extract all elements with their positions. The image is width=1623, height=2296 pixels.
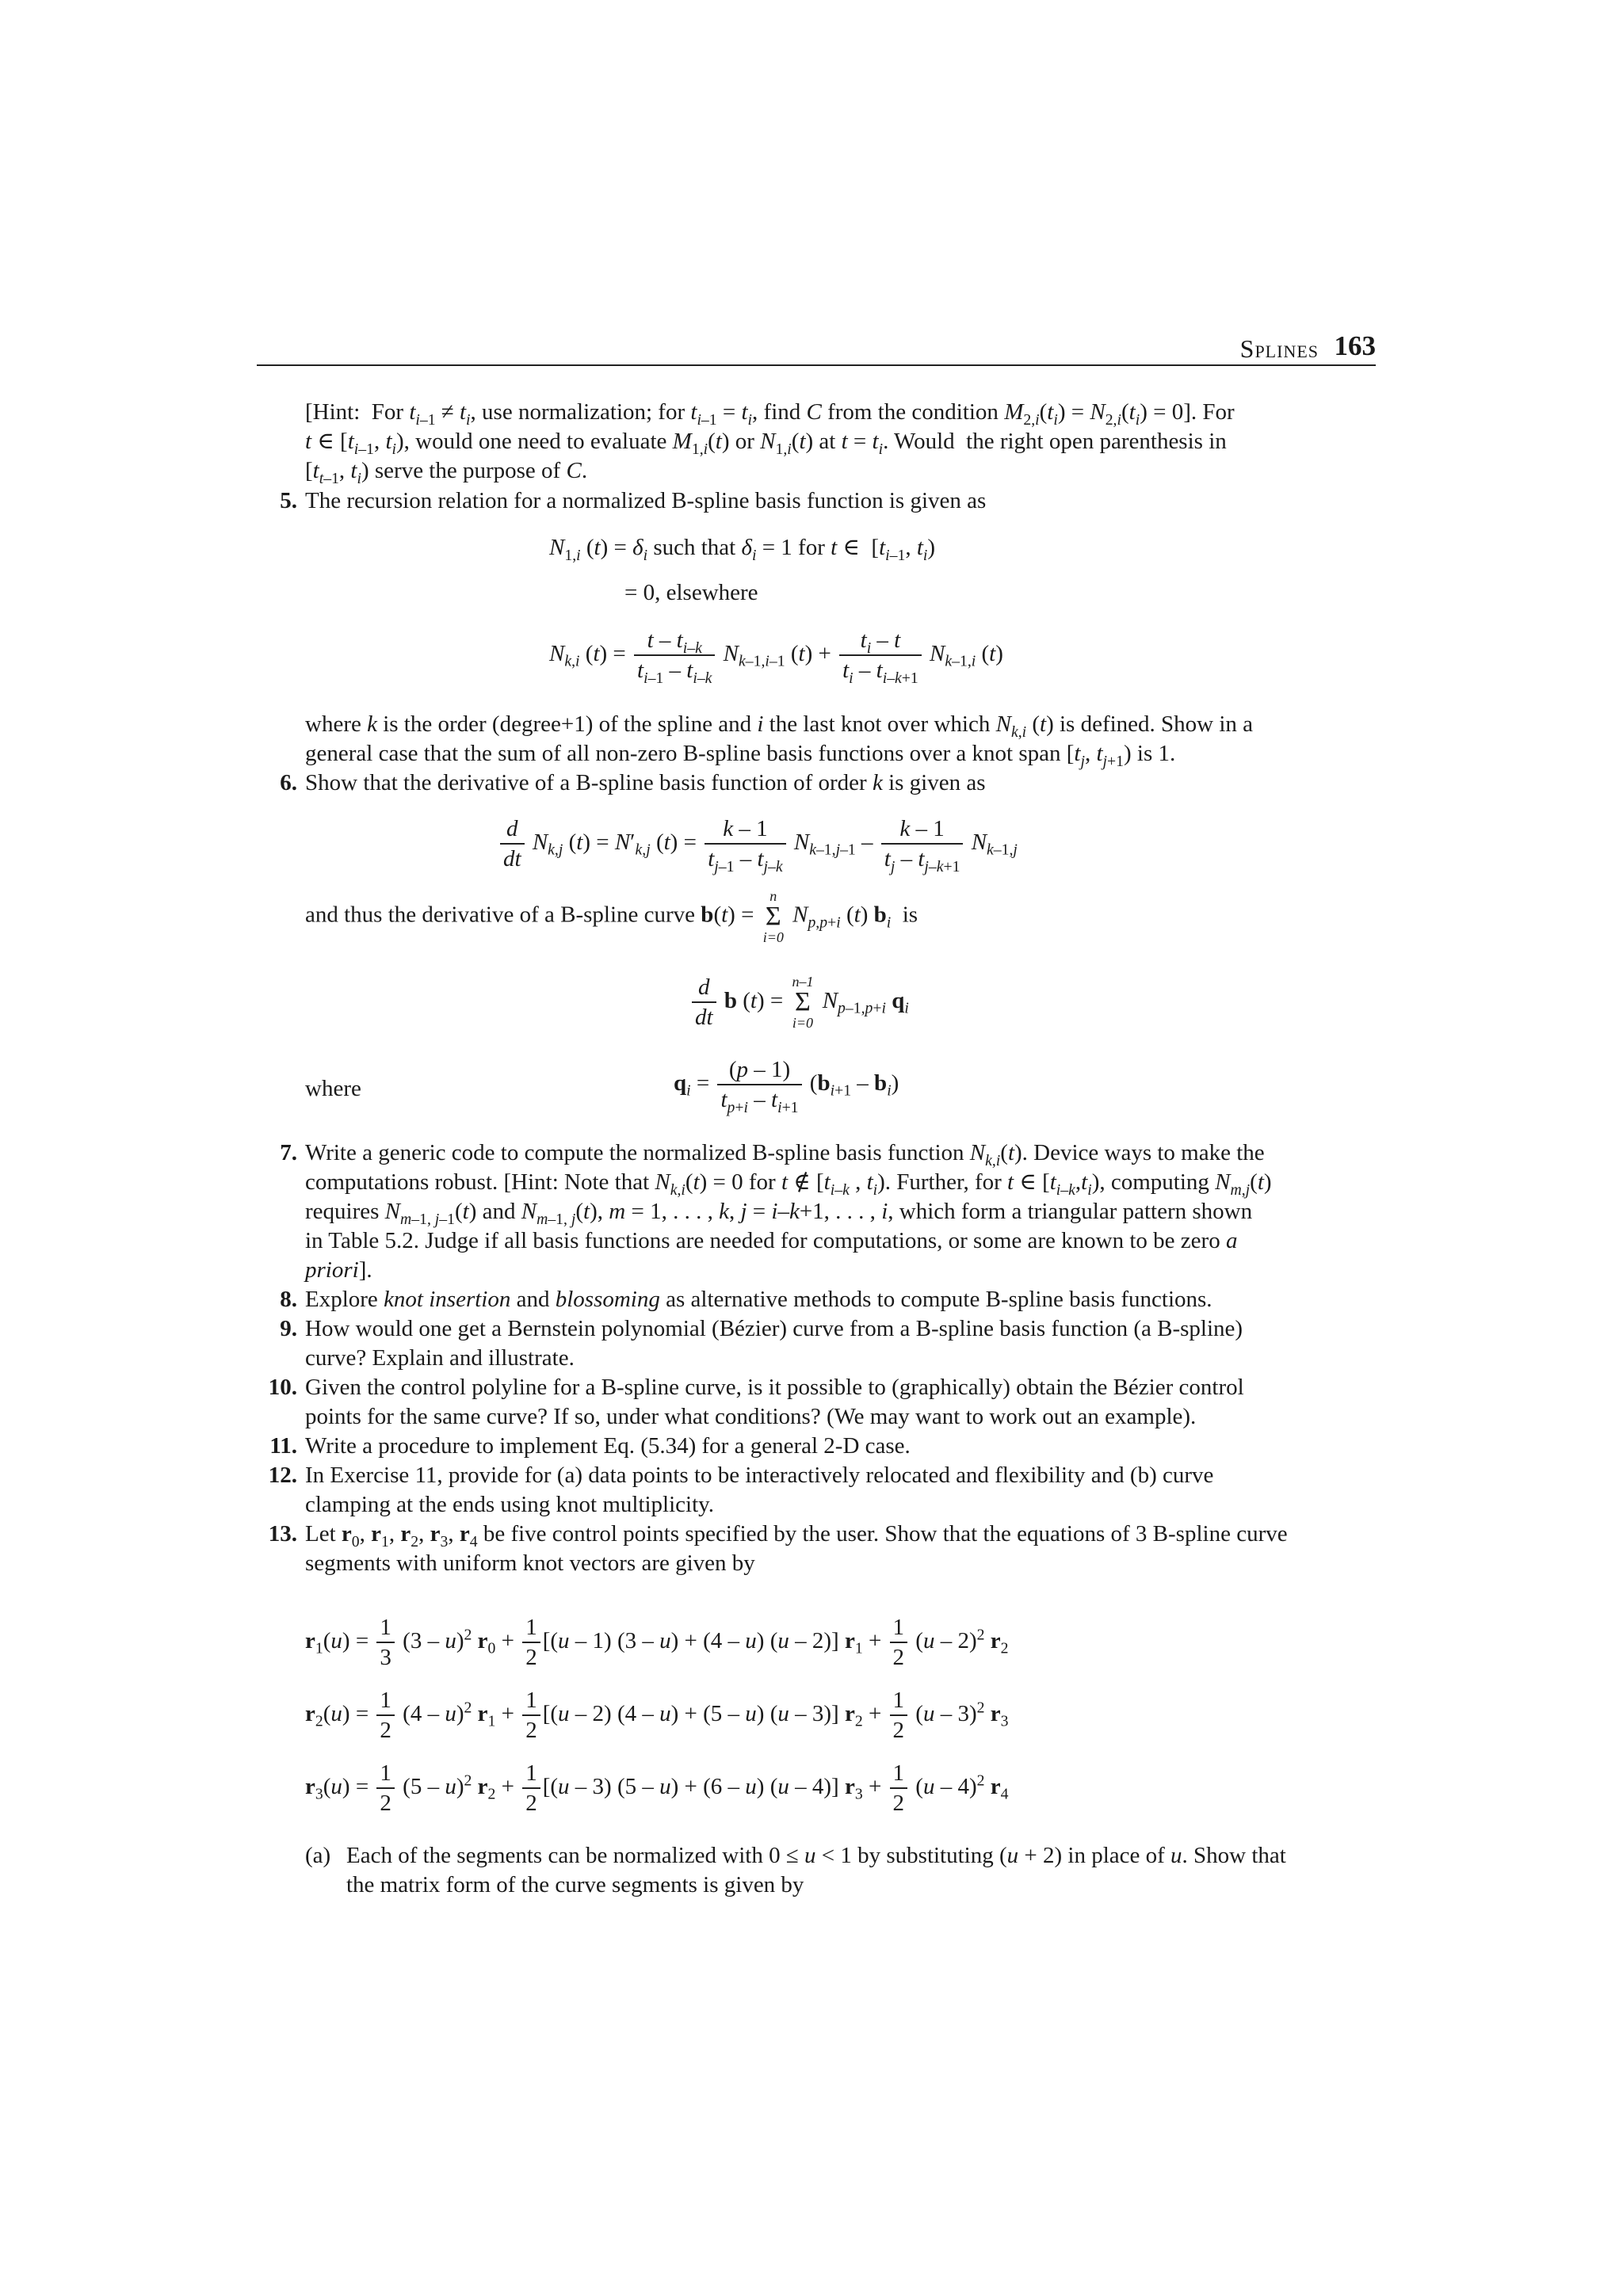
exercise-13-text — [305, 1520, 1377, 1578]
ex7-line-3: requires $N_{m-1, j-1}(t)$ and $N_{m-1, j}(t)$, m = 1, . . . , k, j = i–k+1, . . . , i, which form a triangular pattern shown — [305, 1199, 1253, 1228]
ex6-text-thus: and thus the derivative of a B-spline curve b(t) = n Σ i=0 $N_{p,p+i}$ (t) $b_i$ is — [305, 888, 918, 945]
exercise-7-number: 7. — [280, 1140, 297, 1165]
ex6-eq-q: $q_i$ = $\frac{(p - 1)}{t_{p+i} - t_{i+1}}$ $(b_{i+1} - b_i)$ — [674, 1057, 899, 1117]
ex10-line-2: points for the same curve? If so, under what conditions? (We may want to work out an example). — [305, 1404, 1197, 1429]
exercise-11-number: 11. — [269, 1433, 297, 1459]
ex5-eq-elsewhere: = 0, elsewhere — [624, 580, 758, 605]
ex13-eq-r1: $r_1(u)$ = $\frac{1}{3}$ (3 – u)$^2$ $r_0$ + $\frac{1}{2}$ [(u – 1) (3 – u) + (4 – u) (u – 2)] $r_1$ + $\frac{1}{2}$ (u – 2)$^2$ $r_2$ — [305, 1615, 1009, 1671]
ex9-line-2: curve? Explain and illustrate. — [305, 1345, 575, 1371]
hint-line-1: [Hint: For $t_{i-1} \ne t_i$, use normalization; for $t_{i-1} = t_i$, find C from the condition $M_{2,i}(t_i) = N_{2,i}(t_i) = 0$]. For — [305, 399, 1235, 429]
ex7-line-1: Write a generic code to compute the normalized B-spline basis function $N_{k,i}(t)$. Device ways to make the — [305, 1140, 1265, 1169]
ex7-line-4: in Table 5.2. Judge if all basis functions are needed for computations, or some are known to be zero a — [305, 1228, 1238, 1253]
exercise-6-number: 6. — [280, 770, 297, 795]
ex6-eq-derivative-basis: $\frac{d}{dt}$ $N_{k,j}$ $(t) = N'_{k,j}$ (t) = $\frac{k - 1}{t_{j-1} - t_{j-k}}$ $N_{k-1,j-1}$ – $\frac{k - 1}{t_j - t_{j-k+1}}$ $N_{k-1,j}$ — [498, 814, 1018, 874]
exercise-5-number: 5. — [280, 488, 297, 513]
exercise-9-text — [305, 1314, 1377, 1373]
part-a-line-1: Each of the segments can be normalized with 0 ≤ u < 1 by substituting (u + 2) in place of u. Show that — [346, 1843, 1286, 1868]
exercise-5-intro: The recursion relation for a normalized B-spline basis function is given as — [305, 488, 987, 513]
ex10-line-1: Given the control polyline for a B-spline curve, is it possible to (graphically) obtain the Bézier control — [305, 1375, 1244, 1400]
ex13-line-1: Let $r_0$, $r_1$, $r_2$, $r_3$, $r_4$ be five control points specified by the user. Show that the equations of 3 B-spline curve — [305, 1521, 1288, 1550]
ex13-part-a-text — [346, 1841, 1377, 1900]
ex9-line-1: How would one get a Bernstein polynomial (Bézier) curve from a B-spline basis function (a B-spline) — [305, 1316, 1243, 1341]
exercise-4-hint — [305, 398, 1377, 486]
exercise-10-text — [305, 1373, 1377, 1432]
ex5-text-line-1: where k is the order (degree+1) of the spline and i the last knot over which $N_{k,i}$ (t) is defined. Show in a — [305, 711, 1254, 741]
running-header — [257, 331, 1376, 366]
ex6-eq-curve-derivative: $\frac{d}{dt}$ b (t) = n–1 Σ i=0 $N_{p-1,p+i}$ $q_i$ — [689, 973, 909, 1032]
ex13-eq-r2: $r_2(u)$ = $\frac{1}{2}$ (4 – u)$^2$ $r_1$ + $\frac{1}{2}$ [(u – 2) (4 – u) + (5 – u) (u – 3)] $r_2$ + $\frac{1}{2}$ (u – 3)$^2$ $r_3$ — [305, 1688, 1009, 1744]
exercise-8-text: Explore knot insertion and blossoming as alternative methods to compute B-spline basis functions. — [305, 1287, 1212, 1312]
hint-line-2: t ∈ [$t_{i-1}$, $t_i$), would one need to evaluate $M_{1,i}(t)$ or $N_{1,i}(t)$ at $t = t_i$. Would the right open parenthesis in — [305, 429, 1227, 458]
exercise-8-number: 8. — [280, 1287, 297, 1312]
ex6-where-label: where — [305, 1076, 361, 1101]
ex7-line-2: computations robust. [Hint: Note that $N_{k,i}(t) = 0$ for t ∉ [$t_{i-k}$ , $t_i$). Further, for t ∈ $[t_{i-k},t_i)$, computing $N_{m,j}(t)$ — [305, 1169, 1272, 1199]
exercise-13-number: 13. — [268, 1521, 297, 1547]
ex13-line-2: segments with uniform knot vectors are given by — [305, 1550, 755, 1576]
running-title: Splines — [1239, 334, 1319, 363]
exercise-11-text: Write a procedure to implement Eq. (5.34) for a general 2-D case. — [305, 1433, 911, 1459]
exercise-7-text — [305, 1138, 1377, 1285]
page-number: 163 — [1334, 330, 1376, 361]
ex5-eq-base-case: $N_{1,i}$ $(t) = \delta_i$ such that $\delta_i = 1$ for t ∈ [$t_{i-1}$, $t_i$) — [549, 535, 936, 564]
exercise-12-text — [305, 1461, 1377, 1520]
ex5-text-line-2: general case that the sum of all non-zero B-spline basis functions over a knot span [$t_j$, $t_{j+1}$) is 1. — [305, 741, 1176, 770]
exercise-9-number: 9. — [280, 1316, 297, 1341]
ex5-eq-recursion: $N_{k,i}$ (t) = $\frac{t - t_{i-k}}{t_{i-1} - t_{i-k}}$ $N_{k-1,i-1}$ (t) + $\frac{t_i - t}{t_i - t_{i-k+1}}$ $N_{k-1,i}$ (t) — [549, 627, 1003, 688]
part-a-line-2: the matrix form of the curve segments is given by — [346, 1872, 804, 1897]
exercise-12-number: 12. — [268, 1463, 297, 1488]
ex13-part-a-label: (a) — [305, 1843, 331, 1868]
exercise-6-intro: Show that the derivative of a B-spline basis function of order k is given as — [305, 770, 986, 795]
ex12-line-2: clamping at the ends using knot multiplicity. — [305, 1492, 715, 1517]
exercise-5-text — [305, 710, 1377, 769]
ex13-eq-r3: $r_3(u)$ = $\frac{1}{2}$ (5 – u)$^2$ $r_2$ + $\frac{1}{2}$ [(u – 3) (5 – u) + (6 – u) (u – 4)] $r_3$ + $\frac{1}{2}$ (u – 4)$^2$ $r_4$ — [305, 1760, 1009, 1817]
hint-line-3: [$t_{t-1}$, $t_i$) serve the purpose of C. — [305, 458, 588, 487]
ex12-line-1: In Exercise 11, provide for (a) data points to be interactively relocated and flexibility and (b) curve — [305, 1463, 1214, 1488]
ex7-line-5: priori]. — [305, 1257, 372, 1283]
exercise-10-number: 10. — [268, 1375, 297, 1400]
